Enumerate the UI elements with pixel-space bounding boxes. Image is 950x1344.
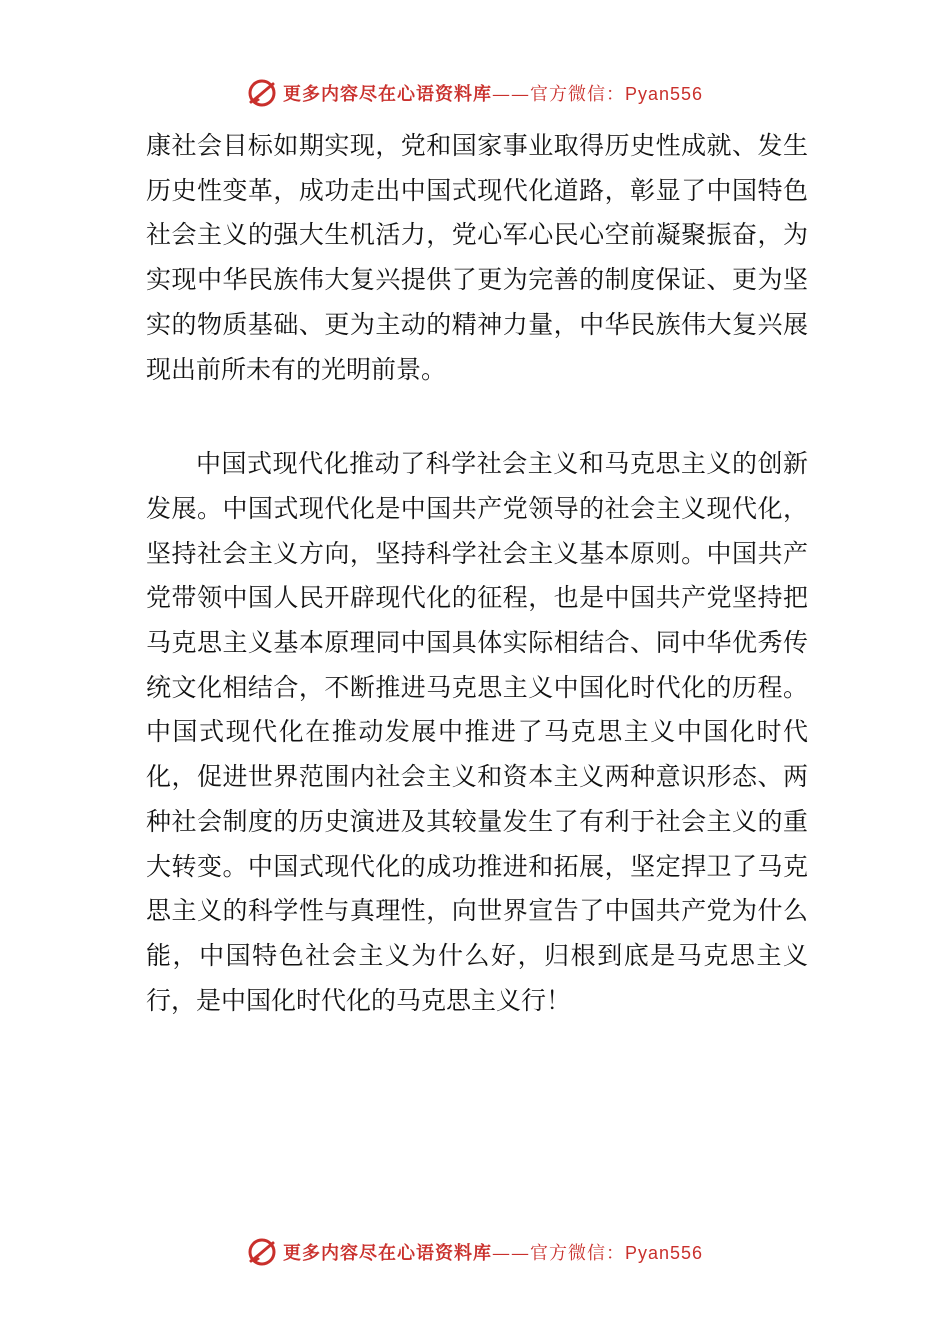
header-banner-wechat-label: 官方微信： bbox=[529, 84, 625, 105]
header-banner-account: Pyan556 bbox=[624, 84, 704, 104]
header-banner-title: 更多内容尽在心语资料库 bbox=[282, 84, 492, 105]
footer-banner-text bbox=[283, 1239, 703, 1265]
header-banner bbox=[0, 73, 950, 113]
footer-banner-wechat-label: 官方微信： bbox=[529, 1243, 625, 1264]
header-banner-separator: —— bbox=[491, 84, 530, 105]
footer-banner bbox=[0, 1232, 950, 1272]
brush-pen-logo-icon bbox=[247, 78, 277, 108]
header-banner-text bbox=[283, 80, 703, 106]
footer-banner-account: Pyan556 bbox=[624, 1243, 704, 1263]
footer-banner-title: 更多内容尽在心语资料库 bbox=[282, 1243, 492, 1264]
body-paragraph-1: 康社会目标如期实现，党和国家事业取得历史性成就、发生历史性变革，成功走出中国式现代化道路，彰显了中国特色社会主义的强大生机活力，党心军心民心空前凝聚振奋，为实现中华民族伟大复兴提供了更为完善的制度保证、更为坚实的物质基础、更为主动的精神力量，中华民族伟大复兴展现出前所未有的光明前景。 bbox=[146, 131, 808, 384]
footer-banner-separator: —— bbox=[491, 1243, 530, 1264]
document-body bbox=[146, 124, 808, 1023]
paragraph-gap bbox=[146, 392, 808, 442]
body-paragraph-2: 中国式现代化推动了科学社会主义和马克思主义的创新发展。中国式现代化是中国共产党领导的社会主义现代化，坚持社会主义方向，坚持科学社会主义基本原则。中国共产党带领中国人民开辟现代化的征程，也是中国共产党坚持把马克思主义基本原理同中国具体实际相结合、同中华优秀传统文化相结合，不断推进马克思主义中国化时代化的历程。中国式现代化在推动发展中推进了马克思主义中国化时代化，促进世界范围内社会主义和资本主义两种意识形态、两种社会制度的历史演进及其较量发生了有利于社会主义的重大转变。中国式现代化的成功推进和拓展，坚定捍卫了马克思主义的科学性与真理性，向世界宣告了中国共产党为什么能，中国特色社会主义为什么好，归根到底是马克思主义行，是中国化时代化的马克思主义行！ bbox=[146, 449, 808, 1015]
brush-pen-logo-icon bbox=[247, 1237, 277, 1267]
